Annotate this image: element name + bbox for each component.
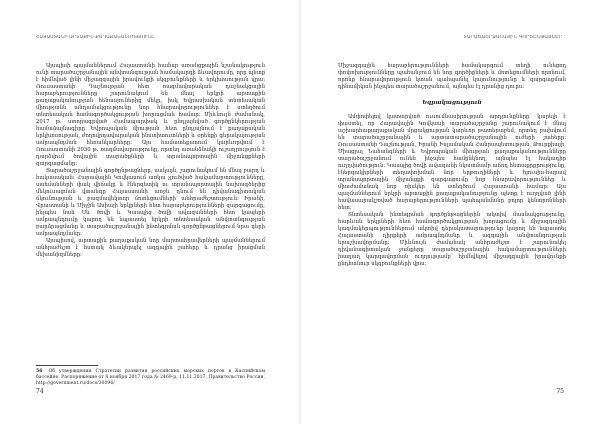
right-paragraph-2: Ամփոփելով կատարված ուսումնասիրության արդյունքները՝ կարելի է փաստել, որ Հարավային Կովկասի տարածաշրջանը շարունակում է մնալ աշխարհաքաղաքական մրցակցության կարևոր թատերաբեմ, որտեղ բախվում են տարածաշրջանային և արտատարածաշրջանային ուժերի շահերը։ Ռուսաստանի Դաշնության, Իրանի Իսլամական Հանրապետության, Թուրքիայի, Միացյալ Նահանգների և Եվրոպական միության քաղաքականությունները տարածաշրջանում ունեն ինչպես համընկնող, այնպես էլ հակադիր ուղղվածություն։ Կասպից ծովի ավազանի նկատմամբ աճող հետաքրքրությունը, էներգակիրների տեղափոխման նոր երթուղիների և հյուսիս-հարավ տրանսպորտային միջանցքի զարգացումը նոր հնարավորություններ և միաժամանակ նոր ռիսկեր են ստեղծում Հայաստանի համար։ Այս պայմաններում երկրի արտաքին քաղաքականությունը պետք է ուղղված լինի հավասարակշռված հարաբերությունների պահպանմանը բոլոր կենտրոնների հետ։ xyxy=(338,114,566,211)
footnote-separator xyxy=(36,365,98,366)
left-paragraph-2: Տարածաշրջանային գործընթացները, սակայն, շարունակում են մնալ բարդ և հակասական։ Հարավային Կովկասում առկա չլուծված հակամարտությունները, սահմանների փակ վիճակը և էներգետիկ ու տրանսպորտային նախագծերից մեկուսացման վտանգը Հայաստանի առջև դնում են դիվանագիտական ճկունության և բազմավեկտոր մոտեցումների անհրաժեշտություն։ Իրանի, Վրաստանի և Միջին Ասիայի երկրների հետ հարաբերությունների զարգացումը, ինչպես նաև Սև ծովի և Կասպից ծովի ավազանների հետ կապերի ամրապնդումը կարող են նպաստել երկրի տնտեսական անվտանգության բարձրացմանը և տարածաշրջանային ինտեգրման գործընթացներում նրա դերի ամրապնդմանը։ xyxy=(36,168,265,237)
right-body-text xyxy=(338,63,566,268)
footnote-marker: 56 xyxy=(36,369,43,374)
left-body-text xyxy=(36,63,265,259)
left-page-number: 74 xyxy=(36,388,44,395)
left-running-head: ՀԱՅԱՍՏԱՆԻ ԱՐՏԱՔԻՆ ՔԱՂԱՔԱԿԱՆՈՒԹՅՈՒՆԸ xyxy=(36,35,155,40)
left-page xyxy=(0,0,299,424)
right-page xyxy=(301,0,600,424)
right-page-number: 75 xyxy=(556,388,564,395)
left-paragraph-3: Այսպիսով, արտաքին քաղաքական նոր մարտահրավերների պայմաններում անհրաժեշտ է հստակ ձևակերպել ազգային շահերը և դրանց իրացման մեխանիզմները։ xyxy=(36,238,265,258)
footnote-text: Об утверждении Стратегии развития российских морских портов в Каспийском бассейне. Распоряжение от 8 ноября 2017 года № 2469-р, 11.11.2017, Правительство России, http://government.ru/docs/30096/ xyxy=(36,369,265,386)
right-paragraph-1: Միջազգային հարաբերությունների համակարգում տեղի ունեցող փոփոխությունները պահանջում են նոր գործիքների և մոտեցումների որոնում, որոնք հնարավորություն կտան պահպանել կայունությունը և զարգացման դինամիկան ինչպես տարածաշրջանում, այնպես էլ դրանից դուրս։ xyxy=(338,63,566,90)
right-running-head: ՏԱՐԱԾԱՇՐՋԱՆԱՅԻՆ ԳՈՐԾԸՆԹԱՑՆԵՐ xyxy=(463,35,562,40)
right-paragraph-3: Տնտեսական ինտեգրման գործընթացներին ակտիվ մասնակցությունը, հարևան երկրների հետ համագործակցության խորացումը և միջազգային կազմակերպություններում ակտիվ դերակատարությունը կարող են նպաստել Հայաստանի դիրքերի ամրապնդմանը և ազգային անվտանգության երաշխավորմանը։ Միևնույն ժամանակ անհրաժեշտ է շարունակել դիվանագիտական ջանքերը տարածաշրջանային հակամարտությունների խաղաղ կարգավորման ուղղությամբ՝ հիմնվելով միջազգային իրավունքի ընդհանուր սկզբունքների վրա։ xyxy=(338,212,566,267)
footnote-area xyxy=(36,365,265,387)
footnote-56 xyxy=(36,369,265,387)
left-paragraph-1: Այսպիսի պայմաններում Հայաստանի համար առանցքային նշանակություն ունի տարածաշրջանային անվտանգության համակարգի ձևավորումը, որը պետք է հիմնված լինի միջազգային իրավունքի սկզբունքների և երկխոսության վրա։ Ռուսաստանի Դաշնության հետ ռազմավարական դաշնակցային հարաբերությունները շարունակում են մնալ երկրի արտաքին քաղաքականության հենասյուներից մեկը, իսկ Եվրասիական տնտեսական միությանն անդամակցությունը նոր հնարավորություններ է ստեղծում տնտեսական համագործակցության խորացման համար։ Միևնույն ժամանակ, 2017 թ. ստորագրված Համապարփակ և ընդլայնված գործընկերության համաձայնագիրը Եվրոպական միության հետ ընդլայնում է քաղաքական երկխոսության, ժողովրդավարական ինստիտուտների և օրենքի գերակայության ամրապնդման հեռանկարները։ Այս համատեքստում կարևորվում է Ռուսաստանի 2030 թ. ռազմավարությունը, որտեղ առանձնակի ուշադրություն է դարձվում ծովային տարածքների և տրանսպորտային միջանցքների զարգացմանը։ xyxy=(36,63,265,167)
section-heading: Եզրակացություն xyxy=(422,100,482,106)
